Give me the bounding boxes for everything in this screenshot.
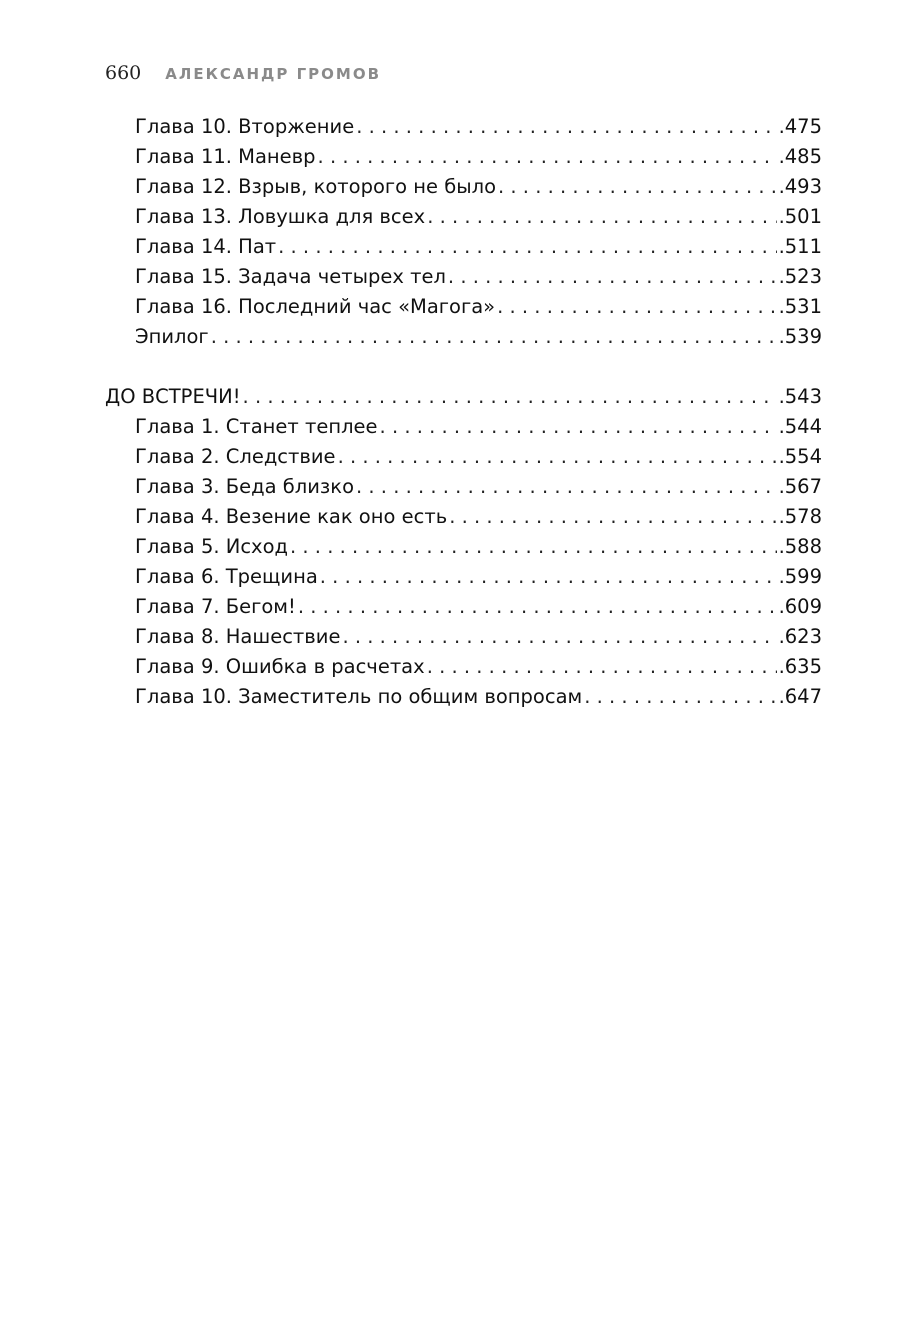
toc-entry-page: .578 — [778, 505, 822, 528]
dot-leader — [356, 472, 777, 502]
dot-leader — [427, 652, 777, 682]
toc-entry-title: Глава 15. Задача четырех тел — [135, 265, 446, 288]
dot-leader — [278, 232, 776, 262]
toc-entry — [105, 262, 822, 292]
toc-entry-title: Глава 11. Маневр — [135, 145, 316, 168]
table-of-contents — [105, 112, 822, 712]
toc-entry-page: .539 — [778, 325, 822, 348]
dot-leader — [243, 382, 777, 412]
toc-entry — [105, 472, 822, 502]
toc-entry-title: Глава 4. Везение как оно есть — [135, 505, 448, 528]
toc-entry-title: Глава 6. Трещина — [135, 565, 318, 588]
toc-entry — [105, 412, 822, 442]
toc-entry-title: Глава 9. Ошибка в расчетах — [135, 655, 425, 678]
toc-entry — [105, 322, 822, 352]
dot-leader — [584, 682, 776, 712]
toc-entry-page: .544 — [778, 415, 822, 438]
toc-entry-page: .609 — [778, 595, 822, 618]
toc-entry-title: Глава 1. Станет теплее — [135, 415, 378, 438]
toc-entry-title: Эпилог — [135, 325, 209, 348]
toc-entry-page: .647 — [778, 685, 822, 708]
running-header — [105, 62, 381, 84]
toc-entry — [105, 562, 822, 592]
toc-entry — [105, 502, 822, 532]
dot-leader — [342, 622, 776, 652]
toc-entry-page: .531 — [778, 295, 822, 318]
toc-entry-page: .485 — [778, 145, 822, 168]
toc-entry-title: Глава 14. Пат — [135, 235, 277, 258]
toc-entry-title: Глава 13. Ловушка для всех — [135, 205, 426, 228]
dot-leader — [427, 202, 776, 232]
toc-entry-page: .511 — [778, 235, 822, 258]
page-number: 660 — [105, 62, 142, 84]
toc-entry-page: .523 — [778, 265, 822, 288]
toc-part-entry — [105, 382, 822, 412]
toc-entry-page: .623 — [778, 625, 822, 648]
dot-leader — [497, 292, 776, 322]
toc-entry-title: Глава 2. Следствие — [135, 445, 336, 468]
dot-leader — [338, 442, 777, 472]
toc-entry — [105, 532, 822, 562]
section-gap — [105, 352, 822, 382]
toc-entry — [105, 202, 822, 232]
dot-leader — [211, 322, 777, 352]
dot-leader — [356, 112, 776, 142]
toc-entry-page: .501 — [778, 205, 822, 228]
toc-entry — [105, 622, 822, 652]
toc-entry — [105, 652, 822, 682]
dot-leader — [318, 142, 777, 172]
toc-entry-title: Глава 8. Нашествие — [135, 625, 341, 648]
toc-part-page: .543 — [778, 385, 822, 408]
toc-entry-title: Глава 3. Беда близко — [135, 475, 354, 498]
toc-entry-title: Глава 16. Последний час «Магога» — [135, 295, 496, 318]
toc-entry-page: .588 — [778, 535, 822, 558]
dot-leader — [290, 532, 777, 562]
toc-entry — [105, 292, 822, 322]
toc-entry-title: Глава 10. Заместитель по общим вопросам — [135, 685, 583, 708]
toc-entry — [105, 232, 822, 262]
dot-leader — [448, 262, 777, 292]
toc-entry-title: Глава 12. Взрыв, которого не было — [135, 175, 497, 198]
toc-entry — [105, 142, 822, 172]
toc-entry-page: .493 — [778, 175, 822, 198]
dot-leader — [449, 502, 776, 532]
dot-leader — [320, 562, 777, 592]
running-title: АЛЕКСАНДР ГРОМОВ — [165, 65, 382, 83]
toc-entry — [105, 442, 822, 472]
toc-entry-page: .554 — [778, 445, 822, 468]
toc-entry-title: Глава 10. Вторжение — [135, 115, 355, 138]
toc-entry-title: Глава 7. Бегом! — [135, 595, 296, 618]
toc-entry — [105, 112, 822, 142]
toc-entry-page: .599 — [778, 565, 822, 588]
toc-entry-title: Глава 5. Исход — [135, 535, 289, 558]
toc-entry-page: .635 — [778, 655, 822, 678]
toc-entry-page: .475 — [778, 115, 822, 138]
dot-leader — [380, 412, 777, 442]
toc-part-title: ДО ВСТРЕЧИ! — [105, 385, 241, 408]
toc-entry — [105, 592, 822, 622]
toc-entry — [105, 682, 822, 712]
dot-leader — [498, 172, 777, 202]
toc-entry — [105, 172, 822, 202]
toc-entry-page: .567 — [778, 475, 822, 498]
dot-leader — [298, 592, 777, 622]
